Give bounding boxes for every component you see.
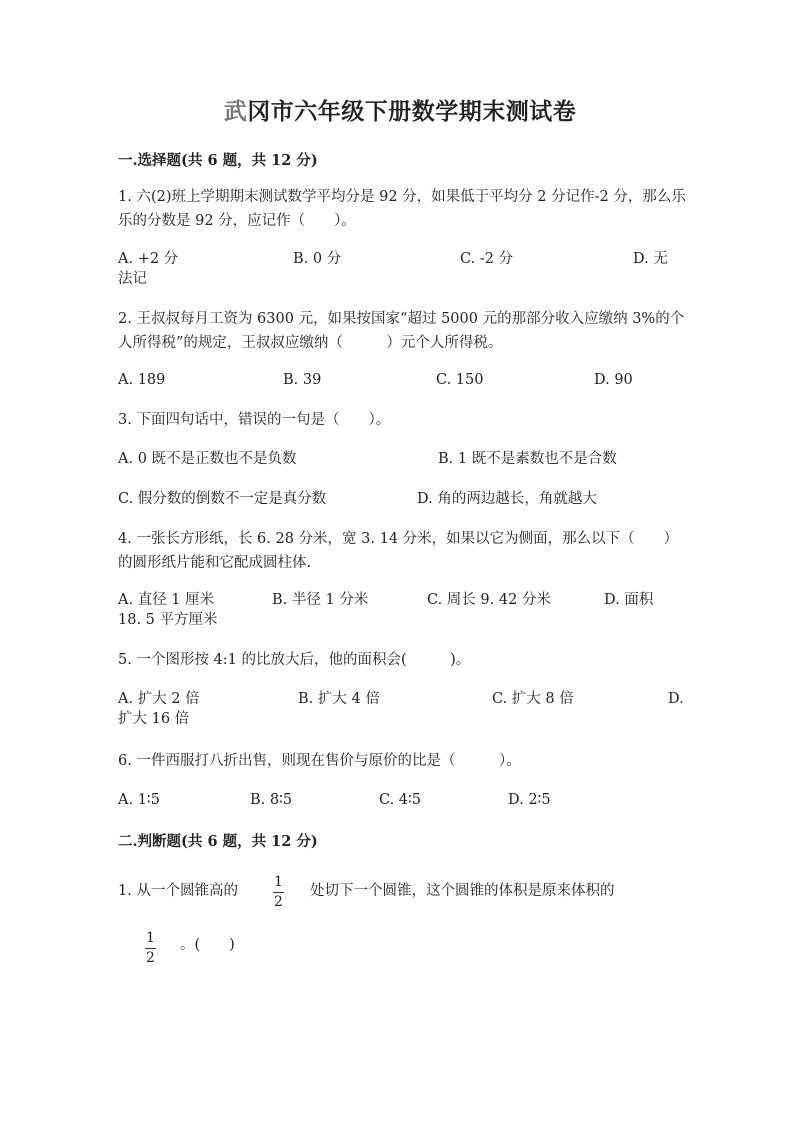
q1-option-a: A. +2 分 [118, 251, 179, 267]
q3-option-d: D. 角的两边越长，角就越大 [417, 491, 597, 507]
q5-option-c: C. 扩大 8 倍 [492, 691, 574, 707]
q6-option-c: C. 4∶5 [379, 792, 422, 808]
q6-option-d: D. 2∶5 [508, 792, 551, 808]
q3-option-b: B. 1 既不是素数也不是合数 [438, 451, 617, 467]
q1-option-d-cont: 法记 [118, 271, 147, 287]
judge-q1-part2: 处切下一个圆锥，这个圆锥的体积是原来体积的 [310, 883, 615, 899]
q1-option-c: C. -2 分 [460, 251, 514, 267]
section-header-judgement: 二.判断题(共 6 题，共 12 分) [118, 833, 318, 850]
q1-option-d: D. 无 [633, 251, 668, 267]
fraction-numerator: 1 [146, 930, 155, 946]
question-2-stem: 2. 王叔叔每月工资为 6300 元，如果按国家“超过 5000 元的那部分收入应缴纳 3%的个人所得税”的规定，王叔叔应缴纳（ ）元个人所得税。 [118, 311, 685, 351]
title-rest: 冈市六年级下册数学期末测试卷 [247, 98, 577, 125]
q4-option-d: D. 面积 [604, 592, 654, 608]
q2-option-c: C. 150 [436, 372, 484, 388]
judge-q1-part1: 1. 从一个圆锥高的 [118, 883, 238, 899]
q6-option-a: A. 1∶5 [118, 792, 160, 808]
page-title [0, 93, 800, 126]
fraction-one-half [273, 875, 284, 910]
q2-option-d: D. 90 [594, 372, 633, 388]
q4-option-d-cont: 18. 5 平方厘米 [118, 612, 218, 628]
question-6-stem: 6. 一件西服打八折出售，则现在售价与原价的比是（ ）。 [118, 753, 521, 769]
title-first-char: 武 [223, 98, 248, 125]
q5-option-d-cont: 扩大 16 倍 [118, 711, 190, 727]
fraction-denominator: 2 [146, 950, 155, 966]
q2-option-b: B. 39 [283, 372, 322, 388]
fraction-one-half-2 [145, 931, 156, 966]
question-5-stem: 5. 一个图形按 4:1 的比放大后，他的面积会( )。 [118, 652, 471, 668]
fraction-denominator: 2 [274, 894, 283, 910]
q5-option-a: A. 扩大 2 倍 [118, 691, 200, 707]
q5-option-b: B. 扩大 4 倍 [298, 691, 380, 707]
fraction-bar [273, 892, 284, 893]
q2-option-a: A. 189 [118, 372, 166, 388]
q4-option-c: C. 周长 9. 42 分米 [427, 592, 551, 608]
q4-option-b: B. 半径 1 分米 [272, 592, 369, 608]
fraction-numerator: 1 [274, 874, 283, 890]
question-4-stem: 4. 一张长方形纸，长 6. 28 分米，宽 3. 14 分米，如果以它为侧面，那么以下（ ）的圆形纸片能和它配成圆柱体. [118, 531, 679, 571]
q6-option-b: B. 8∶5 [250, 792, 293, 808]
q3-option-a: A. 0 既不是正数也不是负数 [118, 451, 297, 467]
section-header-choice: 一.选择题(共 6 题，共 12 分) [118, 152, 318, 169]
fraction-bar [145, 948, 156, 949]
q4-option-a: A. 直径 1 厘米 [118, 592, 215, 608]
q1-option-b: B. 0 分 [293, 251, 342, 267]
judge-q1-part3: 。( ) [180, 937, 235, 953]
q3-option-c: C. 假分数的倒数不一定是真分数 [118, 491, 327, 507]
question-3-stem: 3. 下面四句话中，错误的一句是（ ）。 [118, 412, 391, 428]
q5-option-d: D. [668, 691, 684, 707]
question-1-stem: 1. 六(2)班上学期期末测试数学平均分是 92 分，如果低于平均分 2 分记作-2 分，那么乐乐的分数是 92 分，应记作（ ）。 [118, 189, 686, 229]
